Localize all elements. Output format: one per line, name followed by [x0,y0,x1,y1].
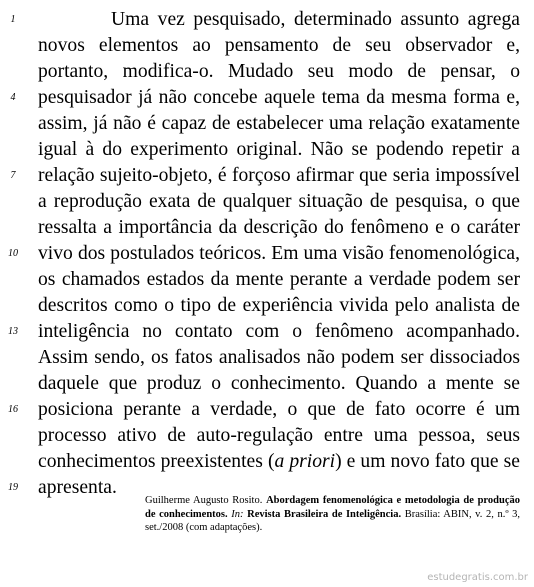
passage-line: apresenta. [38,477,117,498]
passage-line: Assim sendo, os fatos analisados não podem ser dissociados [38,347,520,368]
passage-line: novos elementos ao pensamento de seu observador e, [38,35,520,56]
passage-line: descritos como o tipo de experiência vivida pelo analista de [38,295,520,316]
passage-line: Uma vez pesquisado, determinado assunto agrega [111,9,520,30]
line-number: 16 [8,404,18,415]
passage-line [38,449,520,475]
passage-line: assim, já não é capaz de estabelecer uma relação exatamente [38,113,520,134]
citation-title: Abordagem fenomenológica e metodologia de produção de conhecimentos. [145,495,520,520]
passage-line: inteligência no contato com o fenômeno acompanhado. [38,321,520,342]
passage-line: igual à do experimento original. Não se podendo repetir a [38,139,520,160]
passage-line: a reprodução exata de qualquer situação de pesquisa, o que [38,191,520,212]
citation-journal: Revista Brasileira de Inteligência. [247,508,402,520]
passage-line: os chamados estados da mente perante a verdade podem ser [38,269,520,290]
passage-line: ressalta a importância da descrição do fenômeno e o caráter [38,217,520,238]
line-number: 4 [10,92,16,103]
passage-line: daquele que produz o conhecimento. Quando a mente se [38,373,520,394]
citation-details: Brasília: ABIN, v. 2, n.º 3, set./2008 (com adaptações). [145,508,521,533]
passage-line: vivo dos postulados teóricos. Em uma visão fenomenológica, [38,243,520,264]
passage-line-text: conhecimentos preexistentes ( [38,451,275,472]
passage-line: relação sujeito-objeto, é forçoso afirmar que seria impossível [38,165,520,186]
passage-line: pesquisador já não concebe aquele tema da mesma forma e, [38,87,520,108]
passage-line: processo ativo de auto-regulação entre uma pessoa, seus [38,425,520,446]
passage-line: portanto, modifica-o. Mudado seu modo de pensar, o [38,61,520,82]
watermark: estudegratis.com.br [427,572,528,583]
citation-author: Guilherme Augusto Rosito. [145,495,263,506]
line-number: 13 [8,326,18,337]
line-number: 19 [8,482,18,493]
line-number: 1 [10,14,16,25]
line-number: 7 [10,170,16,181]
citation-line [145,494,520,535]
source-citation [145,494,520,535]
line-number: 10 [8,248,18,259]
a-priori-italic: a priori [274,451,336,472]
citation-in-label: In: [231,508,244,520]
passage-line: posiciona perante a verdade, o que de fato ocorre é um [38,399,520,420]
passage-line-text: ) e um novo fato que se [335,451,520,472]
